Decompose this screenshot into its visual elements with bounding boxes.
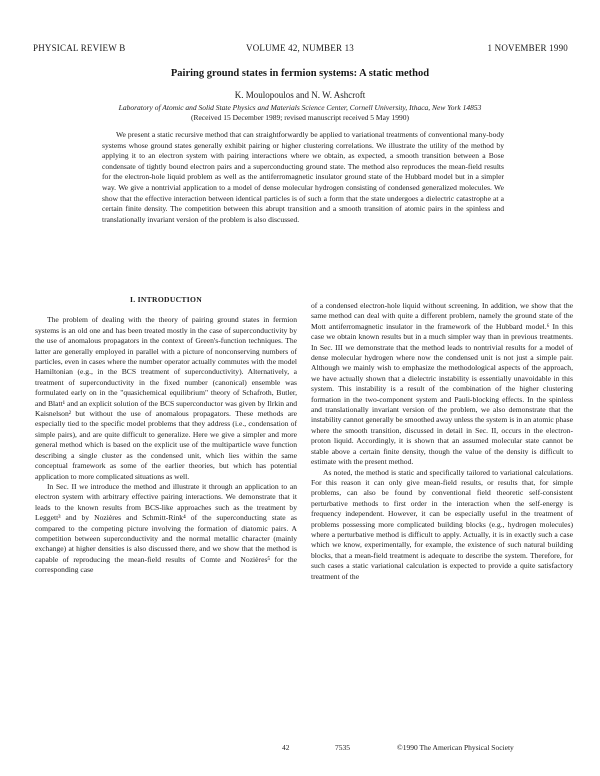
- body-column-right: [311, 301, 573, 582]
- body-column-left: [35, 295, 297, 576]
- running-head: [33, 43, 568, 55]
- volume-number: VOLUME 42, NUMBER 13: [246, 43, 355, 53]
- abstract: We present a static recursive method that can straightforwardly be applied to variational treatments of conventional many-body systems whose ground states generally exhibit pairing or higher clustering correlations. We illustrate the utility of the method by applying it to an electron system with pairing interactions where we obtain, as expected, a smooth transition between a Bose condensate of tightly bound electron pairs and a superconducting ground state. The method also reproduces the mean-field results for the electron-hole liquid problem as well as the antiferromagnetic insulator ground state of the Hubbard model but in a simpler way. We give a nontrivial application to a model of dense molecular hydrogen consisting of condensed generalized molecules. We show that the effective interaction between identical particles is of such a form that the state undergoes a dielectric catastrophe at a certain finite density. The competition between this abrupt transition and a smooth transition of atomic pairs in the spinless and translationally invariant version of the problem is also discussed.: [102, 130, 504, 224]
- page-number: 42: [282, 743, 290, 752]
- issue-date: 1 NOVEMBER 1990: [487, 43, 568, 53]
- page-footer: [0, 743, 600, 755]
- received-dates: (Received 15 December 1989; revised manuscript received 5 May 1990): [190, 113, 410, 122]
- journal-name: PHYSICAL REVIEW B: [33, 43, 126, 53]
- copyright-notice: ©1990 The American Physical Society: [397, 743, 514, 752]
- author-list: K. Moulopoulos and N. W. Ashcroft: [234, 90, 366, 100]
- affiliation: Laboratory of Atomic and Solid State Physics and Materials Science Center, Cornell University, Ithaca, New York 14853: [118, 103, 482, 112]
- paragraph: The problem of dealing with the theory of pairing ground states in fermion systems is an old one and has been treated mostly in the case of superconductivity by the use of anomalous propagators in the context of Green's-function techniques. The latter are generally employed in parallel with a picture of nonconserving numbers of particles, even in cases where the number operator actually commutes with the model Hamiltonian (e.g., in the BCS treatment of superconductivity). Alternatively, a treatment of superconductivity in the fixed number (canonical) ensemble was formulated early on in the "quasichemical equilibrium" theory of Schafroth, Butler, and Blatt¹ and an explicit solution of the BCS superconductor was given by Ilrkin and Kaisnelson² but without the use of anomalous propagators. These methods are especially tied to the specific model problems that they address (i.e., condensation of simple pairs), and are quite difficult to generalize. Here we give a simpler and more general method which is based on the explicit use of the multiparticle wave function describing a single cluster as the condensed unit, which lies within the same conceptual framework as some of the earlier theories, but which has potential application to more complicated situations as well.: [35, 315, 297, 481]
- article-page-number: 7535: [335, 743, 350, 752]
- section-heading: I. INTRODUCTION: [129, 295, 202, 304]
- paragraph: As noted, the method is static and specifically tailored to variational calculations. For this reason it can only give mean-field results, or results that, for simple problems, can also be found by conventional field theoretic self-consistent perturbative methods to first order in the interaction when the self-energy is frequency independent. However, it can be especially useful in the treatment of problems possessing more complicated building blocks (e.g., hydrogen molecules) where a perturbative method is difficult to apply. Actually, it is in exactly such a case which we know, experimentally, for example, the existence of such natural building blocks, that a mean-field treatment is adequate to describe the system. Therefore, for such cases a static variational calculation is expected to provide a quite satisfactory treatment of the: [311, 467, 573, 581]
- article-title: Pairing ground states in fermion systems: A static method: [170, 68, 430, 79]
- paragraph: In Sec. II we introduce the method and illustrate it through an application to an electron system with arbitrary effective pairing interactions. We demonstrate that it leads to the known results from BCS-like approaches such as the treatment by Leggett³ and by Nozières and Schmitt-Rink⁴ of the superconducting state as compared to the competing picture involving the formation of diatomic pairs. A competition between superconductivity and the normal metallic character (mainly exchange) at higher densities is also discussed there, and we show that the method is capable of reproducing the mean-field results of Comte and Nozières⁵ for the corresponding case: [35, 481, 297, 575]
- paragraph: of a condensed electron-hole liquid without screening. In addition, we show that the same method can deal with quite a different problem, namely the ground state of the Mott antiferromagnetic insulator in the framework of the Hubbard model.⁶ In this case we obtain known results but in a much simpler way than in previous treatments. In Sec. III we demonstrate that the method leads to nontrivial results for a model of dense molecular hydrogen where now the condensed unit is not just a simple pair. Although we mainly wish to emphasize the methodological aspects of the approach, we have actually shown that a dielectric instability is essentially unavoidable in this system. This instability is a result of the combination of the higher clustering formation in the two-component system and Pauli-blocking effects. In the spinless and translationally invariant version of the problem, we also demonstrate that the instability cannot generally be smoothed away unless the system is in an atomic phase where the smooth transition, discussed in detail in Sec. II, occurs in the electron-proton liquid. Accordingly, it is shown that an assumed molecular state cannot be stable above a certain finite density, though the value of the density is difficult to estimate with the present method.: [311, 301, 573, 467]
